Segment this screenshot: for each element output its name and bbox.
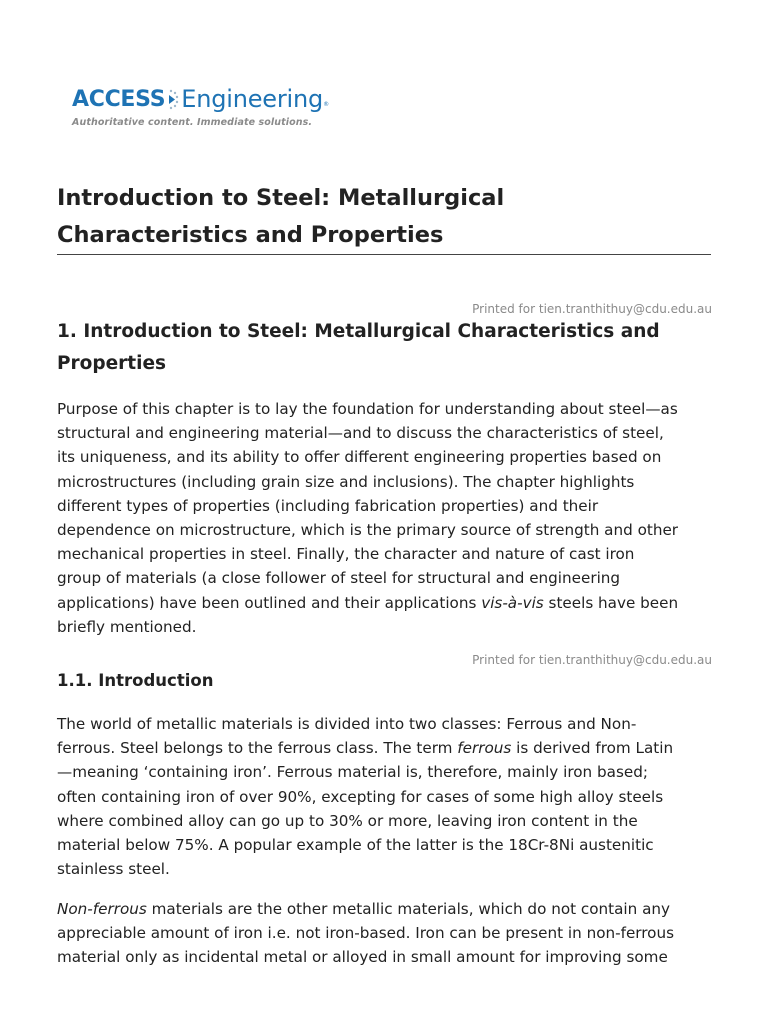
- document-title: [57, 180, 717, 254]
- italic-term: ferrous: [457, 739, 512, 758]
- registered-mark-icon: ®: [323, 101, 330, 108]
- paragraph-line: where combined alloy can go up to 30% or more, leaving iron content in the: [57, 811, 638, 830]
- logo-engineering-text: Engineering: [181, 85, 324, 113]
- logo-tagline: Authoritative content. Immediate solutions.: [72, 117, 313, 128]
- paragraph-line: [57, 897, 717, 921]
- paragraph-text: is derived from Latin: [511, 739, 674, 758]
- paragraph-line: The world of metallic materials is divided into two classes: Ferrous and Non-: [57, 715, 637, 733]
- paragraph-text: ferrous. Steel belongs to the ferrous class. The term: [57, 739, 458, 758]
- printed-for-notice: Printed for tien.tranthithuy@cdu.edu.au: [472, 653, 712, 667]
- paragraph-line: [57, 736, 717, 760]
- italic-term: Non-ferrous: [57, 900, 147, 918]
- paragraph-line: material below 75%. A popular example of the latter is the 18Cr-8Ni austenitic: [57, 836, 654, 855]
- section-1-1-paragraph-2: [57, 897, 717, 970]
- paragraph-line: group of materials (a close follower of steel for structural and engineering: [57, 569, 621, 588]
- italic-term: vis-à-vis: [481, 593, 544, 612]
- paragraph-text: applications) have been outlined and their applications: [57, 593, 482, 612]
- paragraph-line: Purpose of this chapter is to lay the foundation for understanding about steel—as: [57, 400, 678, 418]
- logo-wordmark: [72, 84, 352, 114]
- paragraph-text: steels have been: [543, 593, 679, 612]
- title-divider: [57, 254, 711, 255]
- paragraph-line: often containing iron of over 90%, excepting for cases of some high alloy steels: [57, 787, 664, 806]
- paragraph-text: materials are the other metallic materials, which do not contain any: [146, 900, 671, 918]
- access-engineering-logo: [72, 84, 352, 140]
- printed-for-notice: Printed for tien.tranthithuy@cdu.edu.au: [472, 302, 712, 316]
- section-1-heading-line: Properties: [57, 353, 167, 374]
- logo-access-text: ACCESS: [72, 86, 166, 112]
- paragraph-line: its uniqueness, and its ability to offer different engineering properties based on: [57, 448, 662, 467]
- chevron-arrow-icon: [166, 87, 180, 111]
- paragraph-line: stainless steel.: [57, 860, 170, 879]
- paragraph-line: [57, 591, 717, 615]
- section-1-heading: [57, 316, 717, 380]
- paragraph-line: structural and engineering material—and to discuss the characteristics of steel,: [57, 424, 664, 443]
- document-title-line: Introduction to Steel: Metallurgical: [57, 185, 505, 211]
- document-title-line: Characteristics and Properties: [57, 222, 444, 248]
- paragraph-line: —meaning ‘containing iron’. Ferrous material is, therefore, mainly iron based;: [57, 763, 648, 782]
- section-1-paragraph: [57, 397, 717, 639]
- paragraph-line: mechanical properties in steel. Finally, the character and nature of cast iron: [57, 545, 635, 564]
- paragraph-line: microstructures (including grain size and inclusions). The chapter highlights: [57, 472, 635, 491]
- section-1-1-paragraph-1: [57, 712, 717, 881]
- paragraph-line: briefly mentioned.: [57, 617, 197, 636]
- paragraph-line: appreciable amount of iron i.e. not iron-based. Iron can be present in non-ferrous: [57, 924, 675, 943]
- section-1-1-heading: 1.1. Introduction: [57, 671, 214, 690]
- paragraph-line: different types of properties (including fabrication properties) and their: [57, 496, 599, 515]
- paragraph-line: dependence on microstructure, which is the primary source of strength and other: [57, 521, 679, 540]
- section-1-heading-line: 1. Introduction to Steel: Metallurgical Characteristics and: [57, 321, 660, 342]
- paragraph-line: material only as incidental metal or alloyed in small amount for improving some: [57, 948, 668, 967]
